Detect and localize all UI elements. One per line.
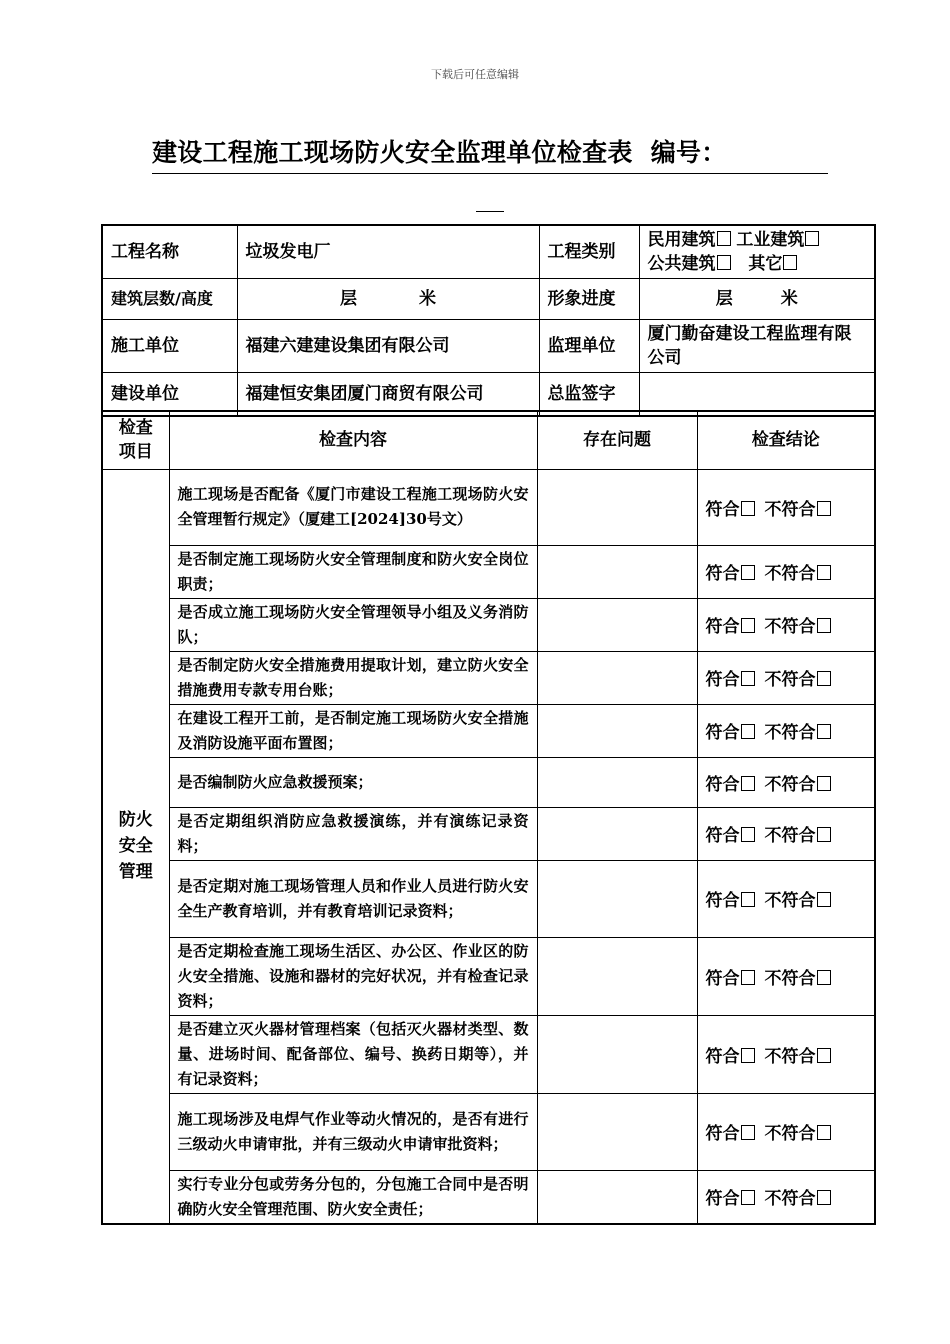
fail-label: 不符合 xyxy=(764,826,816,846)
fail-checkbox[interactable] xyxy=(817,501,831,516)
conclusion-cell xyxy=(697,1093,875,1170)
project-type-label: 工程类别 xyxy=(539,225,639,279)
table-row xyxy=(102,1170,875,1224)
title-number-label: 编号： xyxy=(650,138,727,167)
check-content: 在建设工程开工前，是否制定施工现场防火安全措施及消防设施平面布置图； xyxy=(169,704,537,757)
issues-field[interactable] xyxy=(537,807,697,860)
fail-label: 不符合 xyxy=(764,499,816,520)
conclusion-cell xyxy=(697,598,875,651)
contractor-value: 福建六建建设集团有限公司 xyxy=(237,320,539,373)
fail-checkbox[interactable] xyxy=(817,970,831,985)
pass-label: 符合 xyxy=(705,774,740,795)
table-row xyxy=(102,860,875,937)
fail-checkbox[interactable] xyxy=(817,1048,831,1063)
project-type-options xyxy=(639,225,875,279)
checkbox-industrial[interactable] xyxy=(805,231,819,246)
fail-checkbox[interactable] xyxy=(817,827,831,842)
fail-label: 不符合 xyxy=(764,1046,816,1067)
fail-label: 不符合 xyxy=(764,1189,816,1209)
check-content: 是否建立灭火器材管理档案（包括灭火器材类型、数量、进场时间、配备部位、编号、换药日期等），并有记录资料； xyxy=(169,1015,537,1093)
fail-label: 不符合 xyxy=(764,617,816,637)
issues-field[interactable] xyxy=(537,598,697,651)
issues-field[interactable] xyxy=(537,651,697,704)
project-name-label: 工程名称 xyxy=(102,225,237,279)
owner-label: 建设单位 xyxy=(102,373,237,416)
conclusion-cell xyxy=(697,1170,875,1224)
pass-label: 符合 xyxy=(705,617,740,637)
header-item: 检查项目 xyxy=(102,411,169,469)
fail-checkbox[interactable] xyxy=(817,776,831,791)
fail-checkbox[interactable] xyxy=(817,671,831,686)
conclusion-cell xyxy=(697,860,875,937)
info-row-contractor xyxy=(102,320,875,373)
option-public: 公共建筑 xyxy=(647,254,716,274)
issues-field[interactable] xyxy=(537,545,697,598)
pass-checkbox[interactable] xyxy=(741,970,755,985)
pass-checkbox[interactable] xyxy=(741,618,755,633)
table-row xyxy=(102,598,875,651)
check-content: 是否编制防火应急救援预案； xyxy=(169,757,537,807)
fail-label: 不符合 xyxy=(764,774,816,795)
conclusion-cell xyxy=(697,469,875,545)
pass-checkbox[interactable] xyxy=(741,827,755,842)
conclusion-cell xyxy=(697,704,875,757)
project-type-line-1 xyxy=(648,228,867,252)
project-type-line-2 xyxy=(648,252,867,276)
check-content: 施工现场涉及电焊气作业等动火情况的，是否有进行三级动火申请审批，并有三级动火申请审批资料； xyxy=(169,1093,537,1170)
progress-label: 形象进度 xyxy=(539,279,639,320)
fail-label: 不符合 xyxy=(764,723,816,743)
check-content: 是否制定防火安全措施费用提取计划，建立防火安全措施费用专款专用台账； xyxy=(169,651,537,704)
issues-field[interactable] xyxy=(537,704,697,757)
check-content: 是否定期组织消防应急救援演练，并有演练记录资料； xyxy=(169,807,537,860)
project-info-table xyxy=(101,224,876,417)
pass-label: 符合 xyxy=(705,1189,740,1209)
floors-value: 层 米 xyxy=(237,279,539,320)
table-row xyxy=(102,469,875,545)
conclusion-cell xyxy=(697,545,875,598)
pass-label: 符合 xyxy=(705,1124,740,1144)
checklist-table xyxy=(101,410,876,1225)
conclusion-cell xyxy=(697,757,875,807)
pass-checkbox[interactable] xyxy=(741,565,755,580)
table-row xyxy=(102,1093,875,1170)
option-industrial: 工业建筑 xyxy=(736,230,805,250)
issues-field[interactable] xyxy=(537,1170,697,1224)
category-label: 防火安全管理 xyxy=(118,810,153,882)
title-main: 建设工程施工现场防火安全监理单位检查表 xyxy=(152,138,633,167)
checklist-header-row xyxy=(102,411,875,469)
check-content: 是否制定施工现场防火安全管理制度和防火安全岗位职责； xyxy=(169,545,537,598)
conclusion-cell xyxy=(697,651,875,704)
fail-checkbox[interactable] xyxy=(817,1190,831,1205)
pass-checkbox[interactable] xyxy=(741,724,755,739)
pass-label: 符合 xyxy=(705,826,740,846)
table-row xyxy=(102,704,875,757)
pass-label: 符合 xyxy=(705,891,740,911)
pass-checkbox[interactable] xyxy=(741,1125,755,1140)
info-row-floors xyxy=(102,279,875,320)
chief-sign-label: 总监签字 xyxy=(539,373,639,416)
issues-field[interactable] xyxy=(537,1093,697,1170)
pass-checkbox[interactable] xyxy=(741,892,755,907)
table-row xyxy=(102,757,875,807)
pass-checkbox[interactable] xyxy=(741,776,755,791)
pass-label: 符合 xyxy=(705,1046,740,1067)
pass-label: 符合 xyxy=(705,723,740,743)
pass-label: 符合 xyxy=(705,564,740,584)
issues-field[interactable] xyxy=(537,1015,697,1093)
info-row-project xyxy=(102,225,875,279)
number-blank-line xyxy=(476,189,504,212)
fail-label: 不符合 xyxy=(764,1124,816,1144)
fail-checkbox[interactable] xyxy=(817,618,831,633)
supervisor-value: 厦门勤奋建设工程监理有限公司 xyxy=(639,320,875,373)
issues-field[interactable] xyxy=(537,937,697,1015)
pass-checkbox[interactable] xyxy=(741,671,755,686)
checkbox-civil[interactable] xyxy=(717,231,731,246)
fail-label: 不符合 xyxy=(764,968,816,989)
table-row xyxy=(102,807,875,860)
table-row xyxy=(102,545,875,598)
floors-label: 建筑层数/高度 xyxy=(102,279,237,320)
issues-field[interactable] xyxy=(537,469,697,545)
issues-field[interactable] xyxy=(537,757,697,807)
header-content: 检查内容 xyxy=(169,411,537,469)
page-title xyxy=(152,133,828,174)
progress-value: 层 米 xyxy=(639,279,875,320)
pass-checkbox[interactable] xyxy=(741,1048,755,1063)
pass-label: 符合 xyxy=(705,968,740,989)
pass-label: 符合 xyxy=(705,499,740,520)
check-content: 是否成立施工现场防火安全管理领导小组及义务消防队； xyxy=(169,598,537,651)
fail-checkbox[interactable] xyxy=(817,724,831,739)
check-content: 施工现场是否配备《厦门市建设工程施工现场防火安全管理暂行规定》（厦建工[2024]30号文） xyxy=(169,469,537,545)
option-civil: 民用建筑 xyxy=(647,230,716,250)
pass-label: 符合 xyxy=(705,670,740,690)
issues-field[interactable] xyxy=(537,860,697,937)
table-row xyxy=(102,651,875,704)
check-content: 实行专业分包或劳务分包的，分包施工合同中是否明确防火安全管理范围、防火安全责任； xyxy=(169,1170,537,1224)
check-content: 是否定期对施工现场管理人员和作业人员进行防火安全生产教育培训，并有教育培训记录资料； xyxy=(169,860,537,937)
fail-label: 不符合 xyxy=(764,670,816,690)
table-row xyxy=(102,1015,875,1093)
table-row xyxy=(102,937,875,1015)
fail-label: 不符合 xyxy=(764,891,816,911)
checkbox-other[interactable] xyxy=(783,255,797,270)
pass-checkbox[interactable] xyxy=(741,1190,755,1205)
category-cell xyxy=(102,469,169,1224)
checklist-rows xyxy=(102,469,875,1224)
fail-checkbox[interactable] xyxy=(817,1125,831,1140)
owner-value: 福建恒安集团厦门商贸有限公司 xyxy=(237,373,539,416)
option-other: 其它 xyxy=(748,254,783,274)
conclusion-cell xyxy=(697,807,875,860)
pass-checkbox[interactable] xyxy=(741,501,755,516)
conclusion-cell xyxy=(697,1015,875,1093)
fail-checkbox[interactable] xyxy=(817,892,831,907)
project-name-value: 垃圾发电厂 xyxy=(237,225,539,279)
fail-label: 不符合 xyxy=(764,564,816,584)
contractor-label: 施工单位 xyxy=(102,320,237,373)
header-issues: 存在问题 xyxy=(537,411,697,469)
checkbox-public[interactable] xyxy=(717,255,731,270)
header-note: 下载后可任意编辑 xyxy=(431,68,519,81)
supervisor-label: 监理单位 xyxy=(539,320,639,373)
check-content: 是否定期检查施工现场生活区、办公区、作业区的防火安全措施、设施和器材的完好状况，并有检查记录资料； xyxy=(169,937,537,1015)
conclusion-cell xyxy=(697,937,875,1015)
header-conclusion: 检查结论 xyxy=(697,411,875,469)
fail-checkbox[interactable] xyxy=(817,565,831,580)
